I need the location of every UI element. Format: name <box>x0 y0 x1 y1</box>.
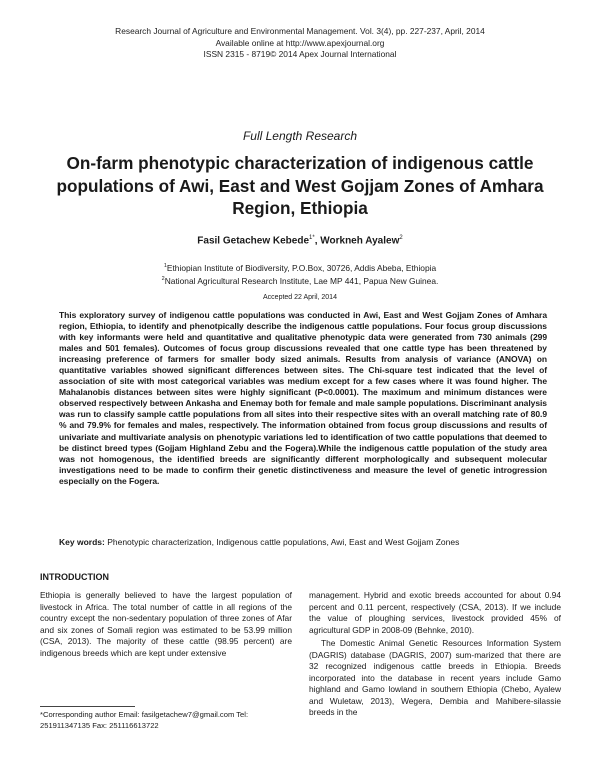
journal-availability: Available online at http://www.apexjournal.org <box>215 37 385 48</box>
body-paragraph: management. Hybrid and exotic breeds accounted for about 0.94 percent and 0.11 percent, respectively (CSA, 2013). If we include the value of ploughing services, livestock provided 45% of agricultural GDP in 2008-09 (Behnke, 2010). <box>309 590 561 635</box>
affiliation-text: National Agricultural Research Institute, Lae MP 441, Papua New Guinea. <box>164 275 439 286</box>
keywords-label: Key words: <box>59 537 105 547</box>
right-column <box>309 590 561 719</box>
author-name: Fasil Getachew Kebede <box>197 235 310 247</box>
journal-header <box>0 26 600 61</box>
affiliation-text: Ethiopian Institute of Biodiversity, P.O.Box, 30726, Addis Abeba, Ethiopia <box>166 262 437 273</box>
author-name: Workneh Ayalew <box>320 235 400 247</box>
affiliations <box>0 261 600 287</box>
article-type-label: Full Length Research <box>242 129 358 143</box>
body-paragraph: The Domestic Animal Genetic Resources Information System (DAGRIS) database (DAGRIS, 2007) sum-marized that there are 32 recognized indigenous cattle breeds in Ethiopia. Breeds incorporated into the database in recent years include Gamo highland and Gamo lowland in southern Ethiopia (Chebo, Ayalew and Wuletaw, 2013), Wegera, Dembia and Mahibere-silassie breeds in the <box>309 638 561 717</box>
author-list <box>0 235 600 246</box>
corresponding-author-footnote: *Corresponding author Email: fasilgetachew7@gmail.com Tel: 251911347135 Fax: 251116613722 <box>40 710 249 730</box>
keywords <box>59 537 559 547</box>
paper-title: On-farm phenotypic characterization of indigenous cattle populations of Awi, East and West Gojjam Zones of Amhara Region, Ethiopia <box>56 153 544 218</box>
accepted-date: Accepted 22 April, 2014 <box>263 294 337 301</box>
author-affiliation-marker: 1* <box>309 235 315 241</box>
introduction-heading: INTRODUCTION <box>40 572 109 582</box>
abstract: This exploratory survey of indigenou cattle populations was conducted in Awi, East and West Gojjam Zones of Amhara region, Ethiopia, to identify and phenotpically describe the indigenous cattle populations. Four focus group discussions with key informants were held and quantitative and qualitative phenotypic data were generated from 730 animals (299 males and 501 females). Outcomes of focus group discussions revealed that one cattle type has been threatened by increasing preference of farmers for smaller body sized animals. Results from analysis of variance (ANOVA) on quantitative variables showed significant differences between sites. The Chi-square test indicated that the level of association of site with most categorical variables was medium except for a few cases where it was found higher. The Mahalanobis distances between sites were highly significant (P<0.0001). The maximum and minimum distances were observed respectively between Ankasha and Enemay both for female and male sample populations. Discriminant analysis was run to classify sample cattle populations from all sites into their respective sites with an overall matching rate of 80.9 % and 79.9% for females and males, respectively. The information obtained from focus group discussions and results of univariate and multivariate analysis on phenotypic variations led to identification of two cattle populations that deemed to be distinct breed types (Gojjam Highland Zebu and the Fogera).While the indigenous cattle population of the study area was not homogenous, the identified breeds are significantly different morphologically and subsequent molecular investigations need to be made to confirm their genetic distinctiveness and measure the level of genetic introgression especially on the Fogera. <box>59 310 547 486</box>
journal-issn: ISSN 2315 - 8719© 2014 Apex Journal International <box>203 49 397 59</box>
journal-citation: Research Journal of Agriculture and Environmental Management. Vol. 3(4), pp. 227-237, April, 2014 <box>115 26 485 36</box>
affiliation-line <box>0 261 600 274</box>
left-column <box>40 590 292 659</box>
affiliation-number: 1 <box>163 263 167 269</box>
author-affiliation-marker: 2 <box>399 235 403 241</box>
keywords-text: Phenotypic characterization, Indigenous cattle populations, Awi, East and West Gojjam Zones <box>104 537 460 547</box>
body-paragraph: Ethiopia is generally believed to have the largest population of livestock in Africa. The total number of cattle in all regions of the country except the non-sedentary population of three zones of Afar and six zones of Somali region was estimated to be 53.99 million (CSA, 2013). The majority of these cattle (98.95 percent) are indigenous breeds which are kept under extensive <box>40 590 292 658</box>
affiliation-line <box>0 274 600 287</box>
footnote-divider <box>40 706 135 707</box>
author-separator: , <box>314 235 321 247</box>
affiliation-number: 2 <box>161 275 165 282</box>
